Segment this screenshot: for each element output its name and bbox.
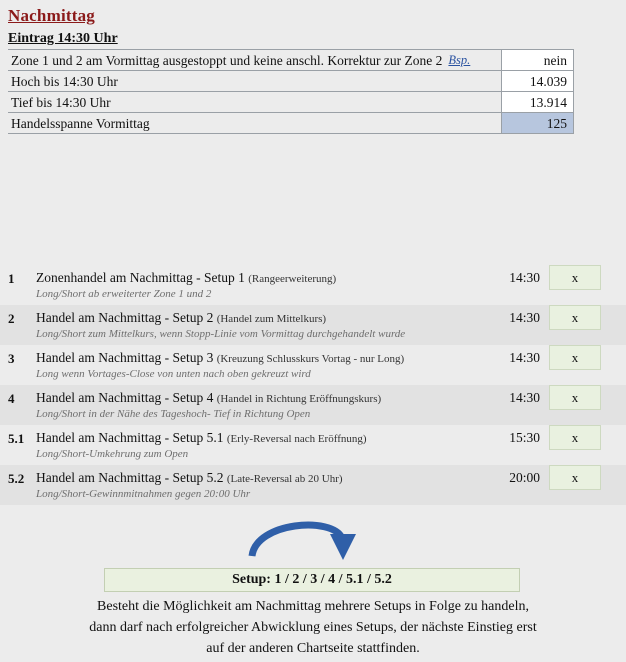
- setup-time: 14:30: [509, 310, 540, 325]
- setup-list: [0, 265, 626, 505]
- list-item: [0, 425, 626, 465]
- setup-title-text: Handel am Nachmittag - Setup 4: [36, 390, 214, 405]
- setup-description: Long/Short ab erweiterter Zone 1 und 2: [36, 288, 212, 300]
- setup-number: 5.2: [8, 471, 25, 486]
- footer-note-line-2: dann darf nach erfolgreicher Abwicklung eines Setups, der nächste Einstieg erst: [89, 620, 537, 635]
- table-row: [8, 50, 574, 71]
- info-table: [8, 49, 574, 134]
- setup-mark[interactable]: x: [549, 265, 601, 290]
- setup-title: [36, 430, 367, 446]
- setup-description: Long/Short zum Mittelkurs, wenn Stopp-Linie vom Vormittag durchgehandelt wurde: [36, 328, 406, 340]
- setup-description: Long/Short in der Nähe des Tageshoch- Tief in Richtung Open: [36, 408, 311, 420]
- setup-title-text: Handel am Nachmittag - Setup 5.2: [36, 470, 224, 485]
- setup-number: 5.1: [8, 431, 25, 446]
- info-label-cell: Tief bis 14:30 Uhr: [8, 92, 502, 113]
- list-item: [0, 265, 626, 305]
- setup-title-note: (Handel in Richtung Eröffnungskurs): [216, 393, 382, 405]
- setup-mark[interactable]: x: [549, 305, 601, 330]
- setup-title-note: (Erly-Reversal nach Eröffnung): [226, 433, 367, 445]
- setup-number: 1: [8, 271, 15, 286]
- footer-note: [36, 596, 590, 659]
- setup-number: 2: [8, 311, 15, 326]
- list-item: [0, 385, 626, 425]
- list-item: [0, 465, 626, 505]
- setup-title: [36, 390, 381, 406]
- setup-number: 3: [8, 351, 15, 366]
- setup-description: Long wenn Vortages-Close von unten nach oben gekreuzt wird: [36, 368, 311, 380]
- setup-number: 4: [8, 391, 15, 406]
- curved-arrow-icon: [246, 512, 366, 568]
- setup-title: [36, 310, 326, 326]
- setup-title-note: (Handel zum Mittelkurs): [216, 313, 327, 325]
- setup-title-text: Handel am Nachmittag - Setup 3: [36, 350, 214, 365]
- info-label-cell: Handelsspanne Vormittag: [8, 113, 502, 134]
- setup-title-text: Handel am Nachmittag - Setup 5.1: [36, 430, 224, 445]
- table-row: [8, 92, 574, 113]
- setup-description: Long/Short-Umkehrung zum Open: [36, 448, 189, 460]
- info-value-cell-highlight: 125: [502, 113, 574, 134]
- setup-time: 20:00: [509, 470, 540, 485]
- setup-title-text: Zonenhandel am Nachmittag - Setup 1: [36, 270, 245, 285]
- setup-mark[interactable]: x: [549, 425, 601, 450]
- info-label-text: Zone 1 und 2 am Vormittag ausgestoppt und keine anschl. Korrektur zur Zone 2: [11, 52, 443, 68]
- list-item: [0, 345, 626, 385]
- setup-title-text: Handel am Nachmittag - Setup 2: [36, 310, 214, 325]
- footer-note-line-1: Besteht die Möglichkeit am Nachmittag mehrere Setups in Folge zu handeln,: [97, 599, 529, 614]
- table-row: [8, 71, 574, 92]
- page-subtitle: Eintrag 14:30 Uhr: [8, 31, 118, 46]
- info-label-cell: Hoch bis 14:30 Uhr: [8, 71, 502, 92]
- list-item: [0, 305, 626, 345]
- setup-time: 14:30: [509, 390, 540, 405]
- info-value-cell: 13.914: [502, 92, 574, 113]
- info-label-cell: [8, 50, 502, 71]
- setup-title-note: (Late-Reversal ab 20 Uhr): [226, 473, 343, 485]
- page-title: Nachmittag: [8, 6, 95, 25]
- setup-mark[interactable]: x: [549, 385, 601, 410]
- setup-title-note: (Kreuzung Schlusskurs Vortag - nur Long): [216, 353, 405, 365]
- info-value-cell: 14.039: [502, 71, 574, 92]
- setup-title: [36, 350, 404, 366]
- setup-time: 14:30: [509, 350, 540, 365]
- table-row: [8, 113, 574, 134]
- info-value-cell: nein: [502, 50, 574, 71]
- footer-setup-summary: Setup: 1 / 2 / 3 / 4 / 5.1 / 5.2: [104, 568, 520, 592]
- setup-mark[interactable]: x: [549, 345, 601, 370]
- setup-title: [36, 470, 343, 486]
- footer-note-line-3: auf der anderen Chartseite stattfinden.: [206, 641, 420, 656]
- setup-description: Long/Short-Gewinnmitnahmen gegen 20:00 Uhr: [36, 488, 251, 500]
- setup-time: 14:30: [509, 270, 540, 285]
- setup-mark[interactable]: x: [549, 465, 601, 490]
- example-link[interactable]: Bsp.: [448, 52, 471, 67]
- setup-title-note: (Rangeerweiterung): [248, 273, 337, 285]
- setup-title: [36, 270, 336, 286]
- setup-time: 15:30: [509, 430, 540, 445]
